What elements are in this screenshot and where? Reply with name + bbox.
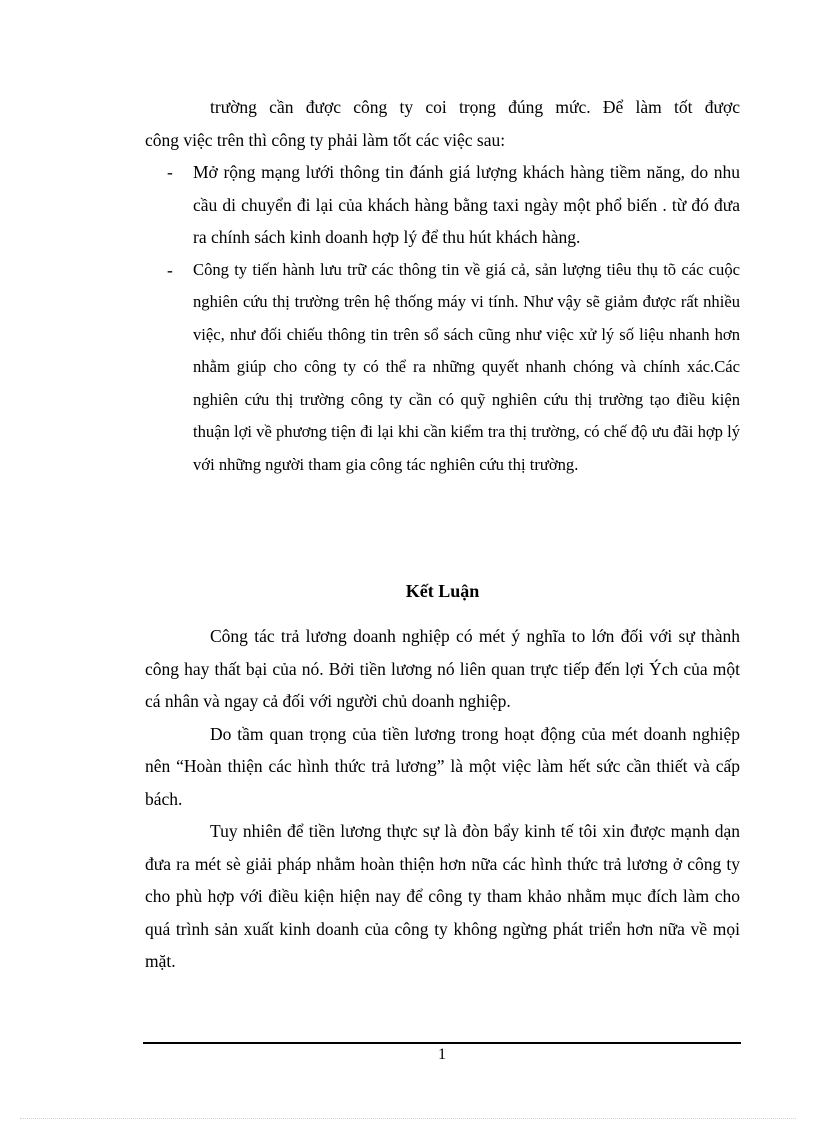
intro-line-2: công việc trên thì công ty phải làm tốt các việc sau: xyxy=(145,129,506,150)
conclusion-paragraph: Tuy nhiên để tiền lương thực sự là đòn bẩy kinh tế tôi xin được mạnh dạn đưa ra mét sè giải pháp nhằm hoàn thiện hơn nữa các hình thức trả lương ở công ty cho phù hợp với điều kiện hiện nay để công ty tham khảo nhằm mục đích làm cho quá trình sản xuất kinh doanh của công ty không ngừng phát triển hơn nữa về mọi mặt. xyxy=(145,821,740,971)
bullet-item xyxy=(145,254,740,482)
bullet-list xyxy=(145,156,740,481)
conclusion-heading: Kết Luận xyxy=(405,581,480,601)
bullet-item xyxy=(145,156,740,254)
conclusion-paragraph: Công tác trả lương doanh nghiệp có mét ý nghĩa to lớn đối với sự thành công hay thất bại của nó. Bởi tiền lương nó liên quan trực tiếp đến lợi Ých của một cá nhân và ngay cả đối với người chủ doanh nghiệp. xyxy=(145,626,740,711)
bullet-text: Công ty tiến hành lưu trữ các thông tin về giá cả, sản lượng tiêu thụ tõ các cuộc nghiên cứu thị trường trên hệ thống máy vi tính. Như vậy sẽ giảm được rất nhiều việc, như đối chiếu thông tin trên sổ sách cũng như việc xử lý số liệu nhanh hơn nhằm giúp cho công ty có thể ra những quyết nhanh chóng và chính xác.Các nghiên cứu thị trường công ty cần có quỹ nghiên cứu thị trường tạo điều kiện thuận lợi về phương tiện đi lại khi cần kiểm tra thị trường, có chế độ ưu đãi hợp lý với những người tham gia công tác nghiên cứu thị trường. xyxy=(193,259,740,474)
conclusion-paragraph: Do tầm quan trọng của tiền lương trong hoạt động của mét doanh nghiệp nên “Hoàn thiện các hình thức trả lương” là một việc làm hết sức cần thiết và cấp bách. xyxy=(145,723,740,809)
bullet-marker: - xyxy=(167,259,173,280)
intro-line-1: trường cần được công ty coi trọng đúng mức. Để làm tốt được xyxy=(210,97,740,117)
bullet-text: Mở rộng mạng lưới thông tin đánh giá lượng khách hàng tiềm năng, do nhu cầu di chuyển đi lại của khách hàng bằng taxi ngày một phổ biến . từ đó đưa ra chính sách kinh doanh hợp lý để thu hút khách hàng. xyxy=(193,162,740,247)
intro-section xyxy=(145,91,740,156)
page-number: 1 xyxy=(438,1046,446,1063)
page-bottom-border xyxy=(20,1118,796,1119)
conclusion-section xyxy=(145,620,740,978)
bullet-marker: - xyxy=(167,162,173,182)
